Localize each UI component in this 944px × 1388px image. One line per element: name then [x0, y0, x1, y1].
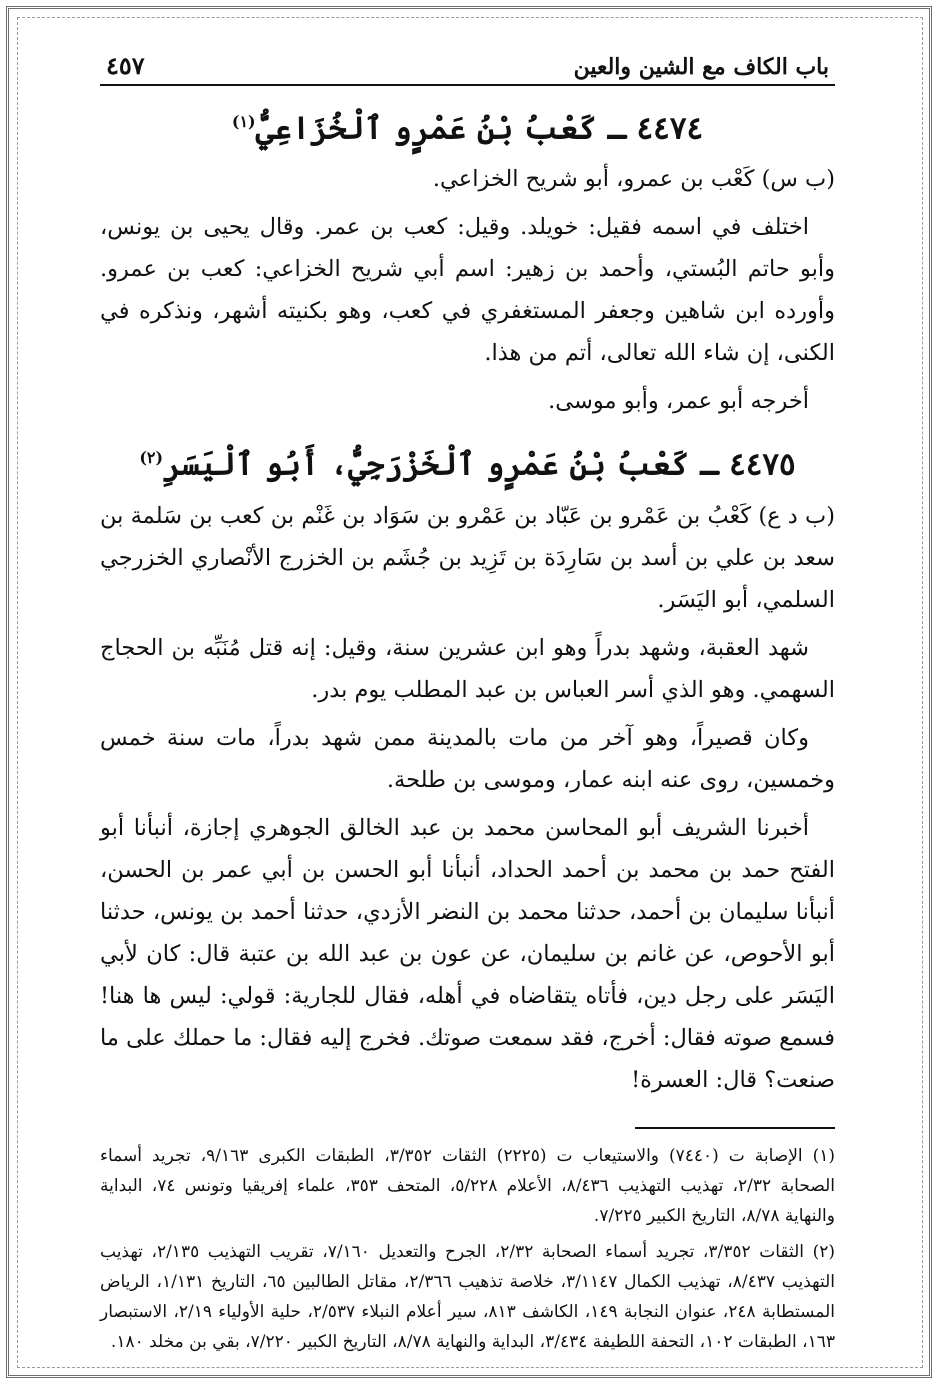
footnote: (١) الإصابة ت (٧٤٤٠) والاستيعاب ت (٢٢٢٥) الثقات ٣/٣٥٢، الطبقات الكبرى ٩/١٦٣، تجريد أسماء الصحابة ٢/٣٢، تهذيب التهذيب ٨/٤٣٦، الأعلام ٥/٢٢٨، المتحف ٣٥٣، علماء إفريقيا وتونس ٧٤، البداية والنهاية ٨/٧٨، التاريخ الكبير ٧/٢٢٥. [100, 1145, 836, 1226]
entry-title-text: ٤٤٧٥ ـ كَعْبُ بْنُ عَمْرٍو ٱلْخَزْرَجِيُّ، أَبُو ٱلْيَسَرِ [163, 446, 796, 483]
entry-title-text: ٤٤٧٤ ـ كَعْبُ بْنُ عَمْرٍو ٱلْخُزَاعِيُّ [255, 110, 704, 147]
entry-paragraph: اختلف في اسمه فقيل: خويلد. وقيل: كعب بن عمر. وقال يحيى بن يونس، وأبو حاتم البُستي، وأحمد بن زهير: اسم أبي شريح الخزاعي: كعب بن عمرو. وأورده ابن شاهين وجعفر المستغفري في كعب، وهو بكنيته أشهر، ونذكره في الكنى، إن شاء الله تعالى، أتم من هذا. [100, 214, 835, 367]
entry-paragraph: (ب س) كَعْب بن عمرو، أبو شريح الخزاعي. [432, 166, 835, 193]
chapter-title: باب الكاف مع الشين والعين [573, 54, 829, 80]
footnote-ref: (٢) [139, 448, 164, 468]
entry-paragraph: (ب د ع) كَعْبُ بن عَمْرو بن عَبّاد بن عَمْرو بن سَوَاد بن غَنْم بن كعب بن سَلمة بن سعد بن علي بن أسد بن سَارِدَة بن تَزِيد بن جُشَم بن الخزرج الأنْصاري الخزرجي السلمي، أبو اليَسَر. [100, 502, 835, 613]
running-header [100, 52, 835, 86]
footnote: (٢) الثقات ٣/٣٥٢، تجريد أسماء الصحابة ٢/٣٢، الجرح والتعديل ٧/١٦٠، تقريب التهذيب ٢/١٣٥، تهذيب التهذيب ٨/٤٣٧، تهذيب الكمال ٣/١١٤٧، خلاصة تذهيب ٢/٣٦٦، مقاتل الطالبين ٦٥، التاريخ ١/١٣١، الرياض المستطابة ٢٤٨، عنوان النجابة ١٤٩، الكاشف ٨١٣، سير أعلام النبلاء ٢/٥٣٧، حلية الأولياء ٢/١٩، الاستبصار ١٦٣، الطبقات ١٠٢، التحفة اللطيفة ٣/٤٣٤، البداية والنهاية ٨/٧٨، التاريخ الكبير ٧/٢٢٠، بقي بن مخلد ١٨٠. [100, 1241, 836, 1352]
footnote-separator [635, 1127, 835, 1129]
footnote-ref: (١) [231, 112, 256, 131]
entry-paragraph: وكان قصيراً، وهو آخر من مات بالمدينة ممن شهد بدراً، مات سنة خمس وخمسين، روى عنه ابنه عمار، وموسى بن طلحة. [100, 724, 835, 793]
page-number: ٤٥٧ [106, 51, 145, 80]
book-page [100, 51, 836, 1352]
entry-title-4475 [100, 438, 835, 484]
entry-paragraph: شهد العقبة، وشهد بدراً وهو ابن عشرين سنة، وقيل: إنه قتل مُنَبِّه بن الحجاج السهمي. وهو الذي أسر العباس بن عبد المطلب يوم بدر. [100, 634, 835, 703]
entry-paragraph: أخرجه أبو عمر، وأبو موسى. [548, 388, 809, 415]
entry-paragraph: أخبرنا الشريف أبو المحاسن محمد بن عبد الخالق الجوهري إجازة، أنبأنا أبو الفتح حمد بن محمد بن أحمد الحداد، أنبأنا أبو الحسن بن أبي عمر بن الحسن، أنبأنا سليمان بن أحمد، حدثنا محمد بن النضر الأزدي، حدثنا أحمد بن يونس، حدثنا أبو الأحوص، عن غانم بن سليمان، عن عون بن عبد الله بن عتبة قال: كان لأبي اليَسَر على رجل دين، فأتاه يتقاضاه في أهله، فقال للجارية: قولي: ليس ها هنا! فسمع صوته فقال: أخرج، فقد سمعت صوتك. فخرج إليه فقال: ما حملك على ما صنعت؟ قال: العسرة! [100, 814, 835, 1093]
entry-title-4474 [100, 102, 835, 148]
